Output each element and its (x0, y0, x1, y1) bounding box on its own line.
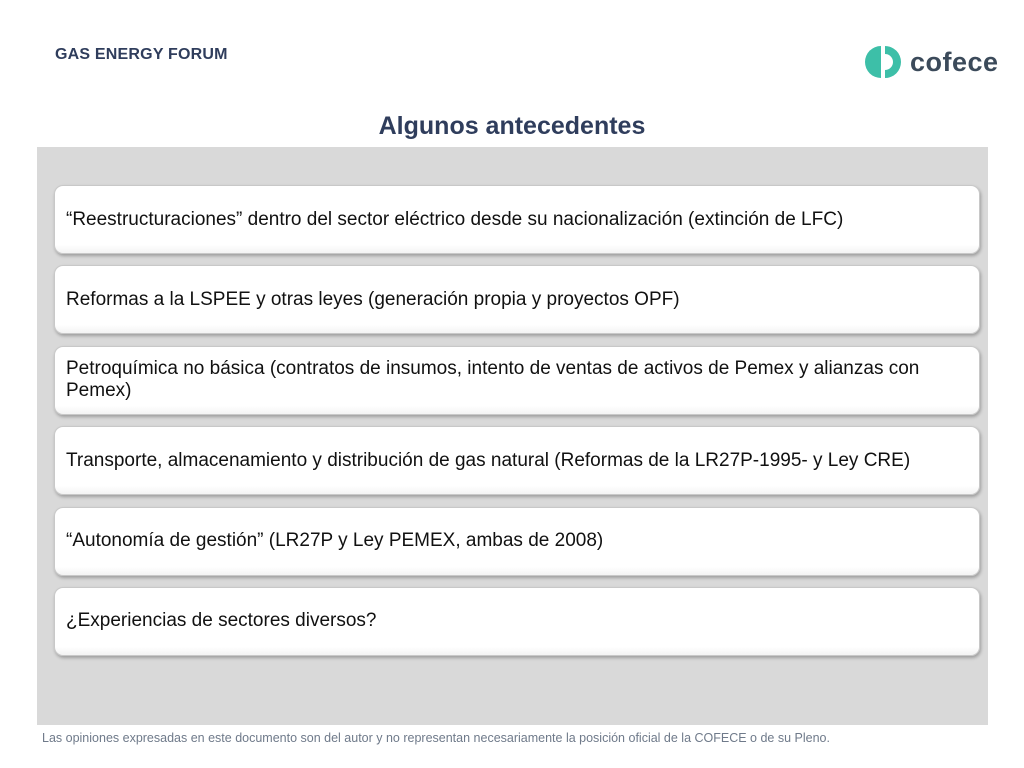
slide-title: Algunos antecedentes (378, 112, 646, 140)
list-item: ¿Experiencias de sectores diversos? (54, 587, 980, 656)
list-item: “Autonomía de gestión” (LR27P y Ley PEMEX, ambas de 2008) (54, 507, 980, 576)
logo-wordmark: cofece (910, 46, 999, 77)
forum-label: GAS ENERGY FORUM (55, 46, 228, 63)
cofece-logo-icon (864, 43, 902, 81)
cofece-logo (864, 42, 999, 82)
list-item: “Reestructuraciones” dentro del sector eléctrico desde su nacionalización (extinción de LFC) (54, 185, 980, 254)
list-item: Petroquímica no básica (contratos de insumos, intento de ventas de activos de Pemex y alianzas con Pemex) (54, 346, 980, 415)
list-item: Reformas a la LSPEE y otras leyes (generación propia y proyectos OPF) (54, 265, 980, 334)
antecedentes-list (54, 185, 980, 667)
disclaimer-text: Las opiniones expresadas en este documento son del autor y no representan necesariamente la posición oficial de la COFECE o de su Pleno. (42, 731, 830, 745)
list-item: Transporte, almacenamiento y distribución de gas natural (Reformas de la LR27P-1995- y Ley CRE) (54, 426, 980, 495)
content-panel (37, 147, 988, 725)
